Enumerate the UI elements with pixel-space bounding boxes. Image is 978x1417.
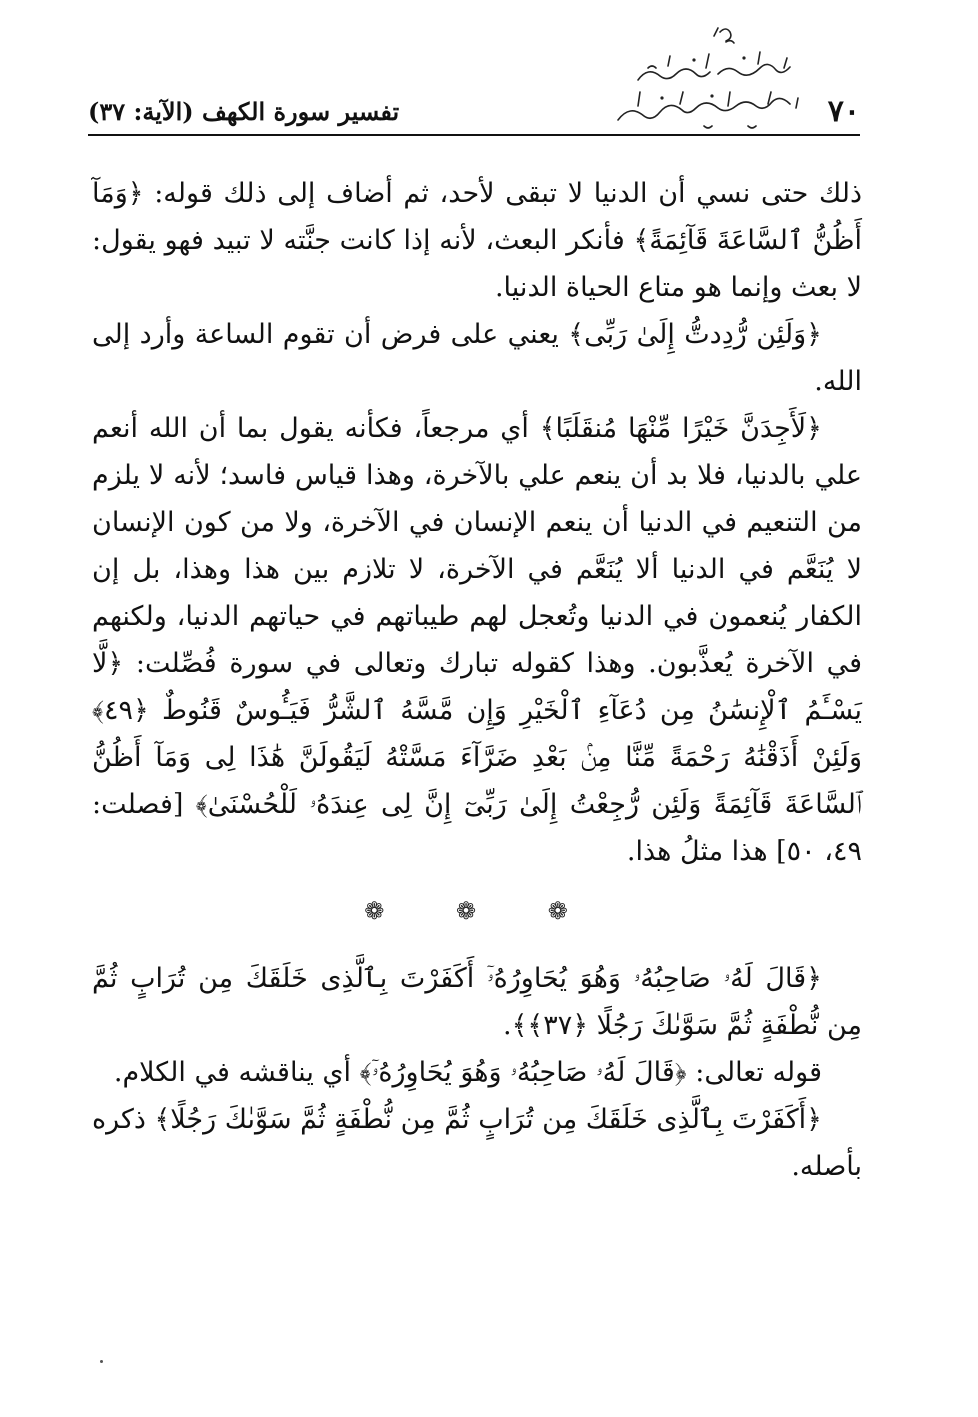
paragraph-2: ﴿وَلَئِن رُّدِدتُّ إِلَىٰ رَبِّى﴾ يعني على فرض أن تقوم الساعة وأرد إلى الله.	[92, 319, 862, 397]
flower-ornament-icon: ❁	[547, 897, 590, 925]
running-title: تفسير سورة الكهف (الآية: ٣٧)	[88, 97, 400, 126]
section-divider	[92, 897, 862, 925]
flower-ornament-icon: ❁	[364, 897, 407, 925]
header-rule	[88, 134, 860, 136]
stray-dot	[100, 1360, 103, 1363]
paragraph-6: ﴿أَكَفَرْتَ بِٱلَّذِى خَلَقَكَ مِن تُرَابٍ ثُمَّ مِن نُّطْفَةٍ ثُمَّ سَوَّىٰكَ رَجُلًا﴾ ذكره بأصله.	[91, 1104, 862, 1182]
body-text	[92, 170, 862, 1190]
paragraph-3: ﴿لَأَجِدَنَّ خَيْرًا مِّنْهَا مُنقَلَبًا﴾ أي مرجعاً، فكأنه يقول بما أن الله أنعم علي بالدنيا، فلا بد أن ينعم علي بالآخرة، وهذا قياس فاسد؛ لأنه لا يلزم من التنعيم في الدنيا أن ينعم الإنسان في الآخرة، ولا من كون الإنسان لا يُنَعَّم في الدنيا ألا يُنَعَّم في الآخرة، لا تلازم بين هذا وهذا، بل إن الكفار يُنعمون في الدنيا وتُعجل لهم طيباتهم في حياتهم الدنيا، ولكنهم في الآخرة يُعذَّبون. وهذا كقوله تبارك وتعالى في سورة فُصِّلت: ﴿لَّا يَسْـَٔمُ ٱلْإِنسَٰنُ مِن دُعَآءِ ٱلْخَيْرِ وَإِن مَّسَّهُ ٱلشَّرُّ فَيَـُٔوسٌ قَنُوطٌ ﴿٤٩﴾ وَلَئِنْ أَذَقْنَٰهُ رَحْمَةً مِّنَّا مِنۢ بَعْدِ ضَرَّآءَ مَسَّتْهُ لَيَقُولَنَّ هَٰذَا لِى وَمَآ أَظُنُّ ٱلسَّاعَةَ قَآئِمَةً وَلَئِن رُّجِعْتُ إِلَىٰ رَبِّىٓ إِنَّ لِى عِندَهُۥ لَلْحُسْنَىٰ﴾ [فصلت: ٤٩، ٥٠] هذا مثلُ هذا.	[92, 413, 862, 867]
paragraph-1: ذلك حتى نسي أن الدنيا لا تبقى لأحد، ثم أضاف إلى ذلك قوله: ﴿وَمَآ أَظُنُّ ٱلسَّاعَةَ قَآئِمَةً﴾ فأنكر البعث، لأنه إذا كانت جنَّته لا تبيد فهو يقول: لا بعث وإنما هو متاع الحياة الدنيا.	[92, 178, 862, 303]
verse-37: ﴿قَالَ لَهُۥ صَاحِبُهُۥ وَهُوَ يُحَاوِرُهُۥٓ أَكَفَرْتَ بِٱلَّذِى خَلَقَكَ مِن تُرَابٍ ثُمَّ مِن نُّطْفَةٍ ثُمَّ سَوَّىٰكَ رَجُلًا ﴿٣٧﴾﴾.	[92, 963, 862, 1041]
page-number: ٧٠	[827, 94, 860, 129]
flower-ornament-icon: ❁	[455, 897, 499, 925]
page-header	[88, 92, 860, 132]
paragraph-5: قوله تعالى: ﴿قَالَ لَهُۥ صَاحِبُهُۥ وَهُوَ يُحَاوِرُهُۥٓ﴾ أي يناقشه في الكلام.	[113, 1057, 822, 1088]
